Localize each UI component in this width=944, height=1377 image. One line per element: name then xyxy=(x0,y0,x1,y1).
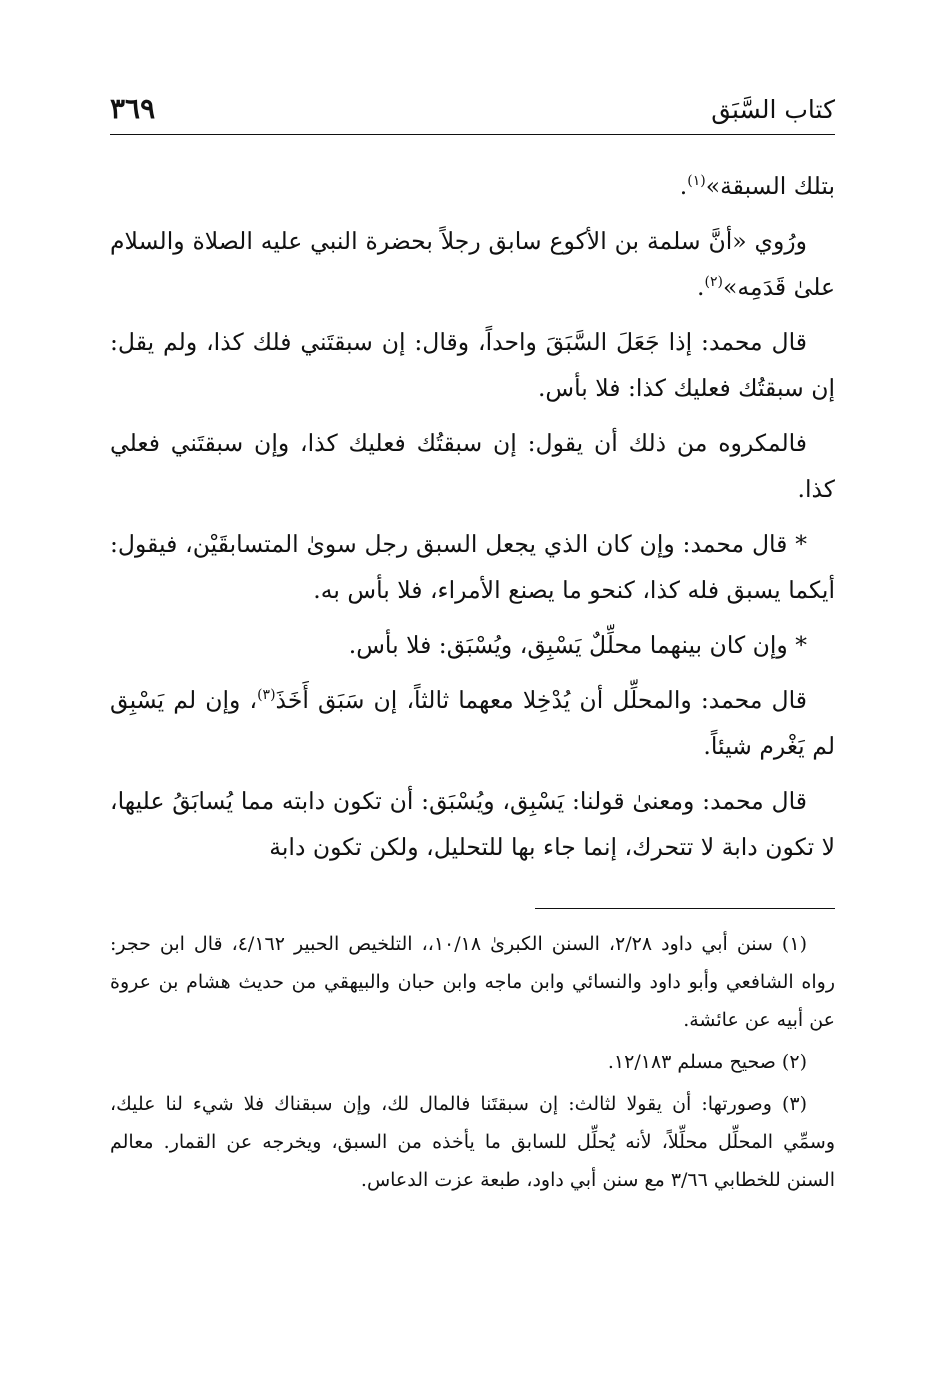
paragraph: * قال محمد: وإن كان الذي يجعل السبق رجل سوىٰ المتسابقَيْن، فيقول: أيكما يسبق فله كذا، كنحو ما يصنع الأمراء، فلا بأس به. xyxy=(110,530,835,604)
main-text xyxy=(110,163,835,870)
footnote-rule xyxy=(535,908,835,909)
footnote-ref[interactable]: (٢) xyxy=(704,274,723,291)
paragraph: قال محمد: إذا جَعَلَ السَّبَقَ واحداً، وقال: إن سبقتَني فلك كذا، ولم يقل: إن سبقتُك فعليك كذا: فلا بأس. xyxy=(110,328,835,402)
page-number: ٣٦٩ xyxy=(110,92,156,125)
paragraph: قال محمد: ومعنىٰ قولنا: يَسْبِق، ويُسْبَق: أن تكون دابته مما يُسابَقُ عليها، لا تكون دابة لا تتحرك، إنما جاء بها للتحليل، ولكن تكون دابة xyxy=(110,787,835,861)
footnote-ref[interactable]: (١) xyxy=(687,173,706,190)
footnote: (١) سنن أبي داود ٢/٢٨، السنن الكبرىٰ ١٠/١٨،، التلخيص الحبير ٤/١٦٢، قال ابن حجر: رواه الشافعي وأبو داود والنسائي وابن ماجه وابن حبان والبيهقي من حديث هشام بن عروة عن أبيه عن عائشة. xyxy=(110,933,835,1031)
paragraph: فالمكروه من ذلك أن يقول: إن سبقتُك فعليك كذا، وإن سبقتَني فعلي كذا. xyxy=(110,429,835,503)
chapter-title: كتاب السَّبَق xyxy=(711,95,835,124)
book-page xyxy=(110,86,835,1203)
paragraph: ورُوي «أنَّ سلمة بن الأكوع سابق رجلاً بحضرة النبي عليه الصلاة والسلام علىٰ قَدَمِه»$^{(٢)}$. xyxy=(110,227,835,301)
footnote-ref[interactable]: (٣) xyxy=(257,687,276,704)
header-rule xyxy=(110,134,835,135)
footnote: (٢) صحيح مسلم ١٢/١٨٣. xyxy=(607,1051,807,1073)
running-header xyxy=(110,86,835,132)
footnote: (٣) وصورتها: أن يقولا لثالث: إن سبقتَنا فالمال لك، وإن سبقناك فلا شيء لنا عليك، وسمِّي المحلِّل محلِّلاً، لأنه يُحلِّل للسابق ما يأخذه من السبق، ويخرجه عن القمار. معالم السنن للخطابي ٣/٦٦ مع سنن أبي داود، طبعة عزت الدعاس. xyxy=(110,1093,835,1191)
paragraph: بتلك السبقة»$^{(١)}$. xyxy=(679,172,835,200)
paragraph: قال محمد: والمحلِّل أن يُدْخِلا معهما ثالثاً، إن سَبَق أَخَذَ$^{(٣)}$، وإن لم يَسْبِق لم يَغْرم شيئاً. xyxy=(110,686,835,760)
paragraph: * وإن كان بينهما محلِّلٌ يَسْبِق، ويُسْبَق: فلا بأس. xyxy=(348,631,807,659)
footnotes xyxy=(110,925,835,1199)
